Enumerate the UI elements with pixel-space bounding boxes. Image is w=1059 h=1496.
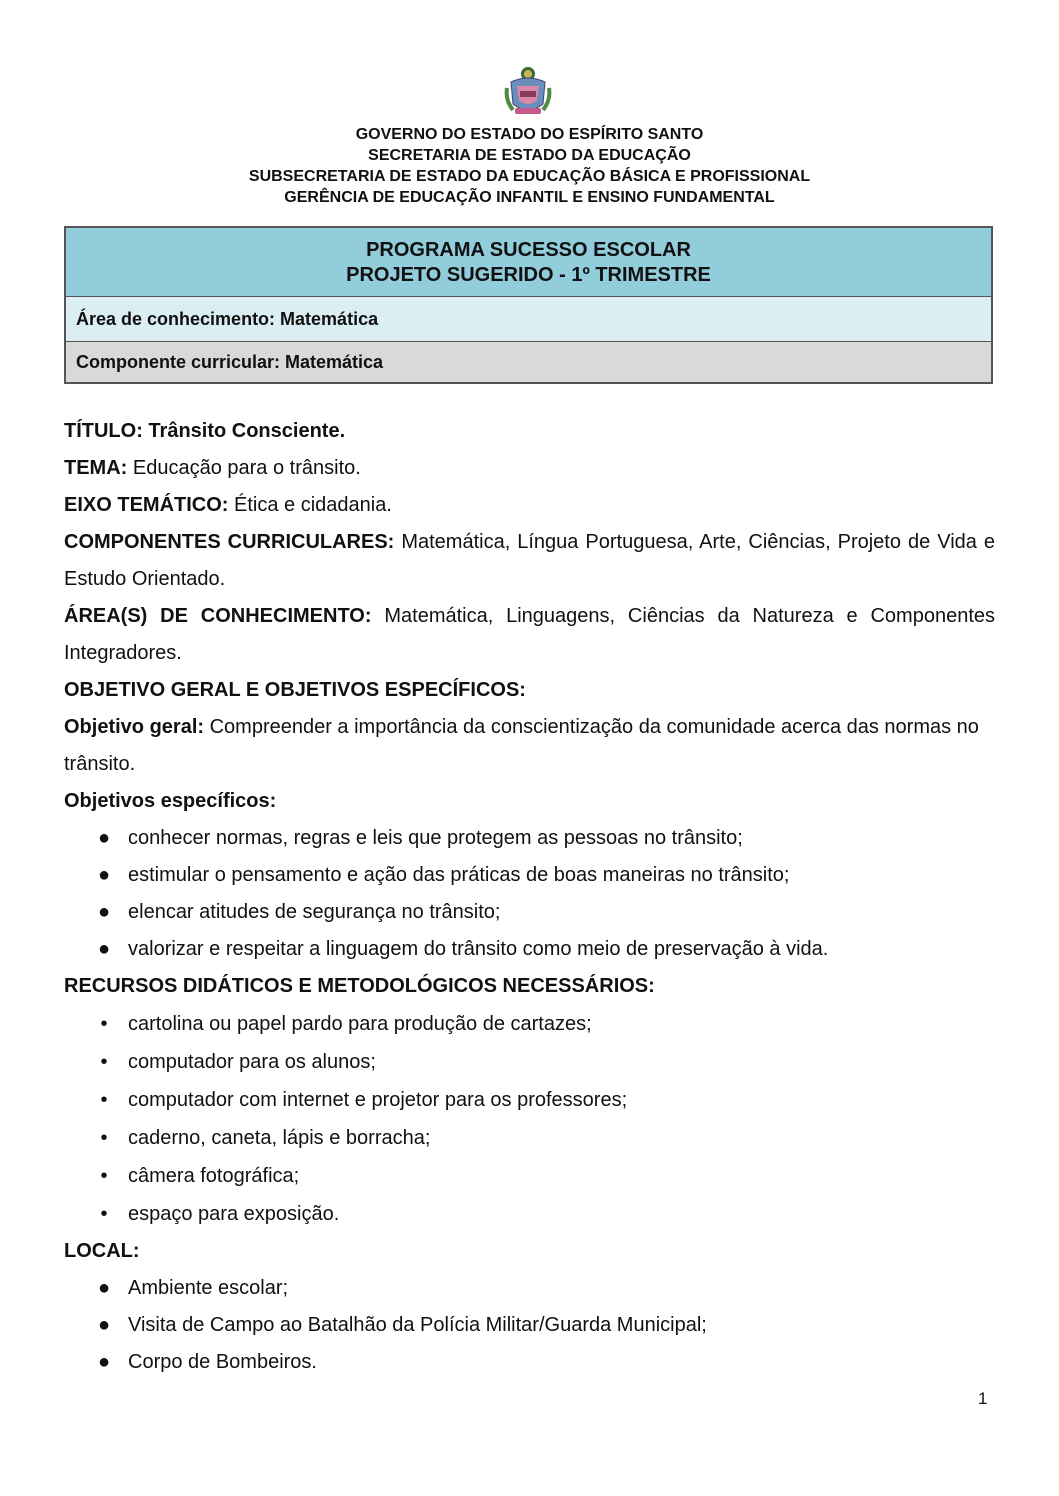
bullet-icon: • [100, 1051, 108, 1073]
list-item: ● Ambiente escolar; [64, 1270, 995, 1307]
local-list [64, 1270, 995, 1381]
objetivo-geral-value: Compreender a importância da conscientização da comunidade acerca das normas no trânsito. [64, 716, 979, 775]
list-item: • cartolina ou papel pardo para produção de cartazes; [64, 1005, 995, 1043]
componentes-line [64, 524, 995, 598]
header-subsecretaria: SUBSECRETARIA DE ESTADO DA EDUCAÇÃO BÁSICA E PROFISSIONAL [248, 168, 811, 185]
bullet-icon: ● [97, 901, 111, 923]
tema-value: Educação para o trânsito. [127, 457, 361, 479]
program-info-box [64, 226, 993, 384]
document-header [0, 124, 1059, 208]
list-item: ● estimular o pensamento e ação das práticas de boas maneiras no trânsito; [64, 857, 995, 894]
objetivos-heading: OBJETIVO GERAL E OBJETIVOS ESPECÍFICOS: [64, 679, 526, 701]
eixo-value: Ética e cidadania. [228, 494, 392, 516]
local-heading: LOCAL: [64, 1240, 140, 1262]
recursos-heading: RECURSOS DIDÁTICOS E METODOLÓGICOS NECESSÁRIOS: [64, 975, 655, 997]
bullet-icon: • [100, 1089, 108, 1111]
list-item: ● valorizar e respeitar a linguagem do trânsito como meio de preservação à vida. [64, 931, 995, 968]
recursos-list [64, 1005, 995, 1233]
header-government: GOVERNO DO ESTADO DO ESPÍRITO SANTO [355, 126, 704, 143]
areas-value: Matemática, Linguagens, Ciências da Natureza e Componentes Integradores. [64, 605, 996, 664]
project-content [64, 413, 995, 1381]
knowledge-area-row: Área de conhecimento: Matemática [66, 297, 991, 342]
componentes-label: COMPONENTES CURRICULARES: [64, 531, 395, 553]
list-item: ● Corpo de Bombeiros. [64, 1344, 995, 1381]
list-item: ● conhecer normas, regras e leis que protegem as pessoas no trânsito; [64, 820, 995, 857]
list-item: • computador com internet e projetor para os professores; [64, 1081, 995, 1119]
header-gerencia: GERÊNCIA DE EDUCAÇÃO INFANTIL E ENSINO FUNDAMENTAL [284, 189, 775, 206]
tema-label: TEMA: [64, 457, 128, 479]
areas-label: ÁREA(S) DE CONHECIMENTO: [64, 605, 372, 627]
program-title: PROGRAMA SUCESSO ESCOLAR [366, 239, 691, 261]
bullet-icon: • [100, 1013, 108, 1035]
bullet-icon: • [100, 1203, 108, 1225]
project-title: TÍTULO: Trânsito Consciente. [64, 420, 346, 442]
objetivo-geral-line [64, 709, 995, 783]
list-item: • câmera fotográfica; [64, 1157, 995, 1195]
list-item: • computador para os alunos; [64, 1043, 995, 1081]
list-item: ● elencar atitudes de segurança no trânsito; [64, 894, 995, 931]
curricular-component-row: Componente curricular: Matemática [66, 342, 991, 382]
project-subtitle: PROJETO SUGERIDO - 1º TRIMESTRE [346, 264, 711, 286]
objetivo-geral-label: Objetivo geral: [64, 716, 205, 738]
state-coat-of-arms-icon [503, 64, 553, 120]
bullet-icon: ● [97, 827, 111, 849]
bullet-icon: • [100, 1165, 108, 1187]
bullet-icon: ● [97, 1351, 111, 1373]
page-number: 1 [978, 1389, 988, 1408]
especificos-list [64, 820, 995, 968]
areas-line [64, 598, 995, 672]
bullet-icon: ● [97, 1277, 111, 1299]
program-title-cell [66, 228, 991, 297]
bullet-icon: ● [97, 938, 111, 960]
header-secretaria: SECRETARIA DE ESTADO DA EDUCAÇÃO [368, 147, 691, 164]
list-item: ● Visita de Campo ao Batalhão da Polícia Militar/Guarda Municipal; [64, 1307, 995, 1344]
bullet-icon: ● [97, 864, 111, 886]
list-item: • espaço para exposição. [64, 1195, 995, 1233]
tema-line [64, 450, 995, 487]
especificos-heading: Objetivos específicos: [64, 790, 277, 812]
bullet-icon: ● [97, 1314, 111, 1336]
eixo-line [64, 487, 995, 524]
eixo-label: EIXO TEMÁTICO: [64, 494, 229, 516]
bullet-icon: • [100, 1127, 108, 1149]
componentes-value: Matemática, Língua Portuguesa, Arte, Ciências, Projeto de Vida e Estudo Orientado. [64, 531, 995, 590]
list-item: • caderno, caneta, lápis e borracha; [64, 1119, 995, 1157]
